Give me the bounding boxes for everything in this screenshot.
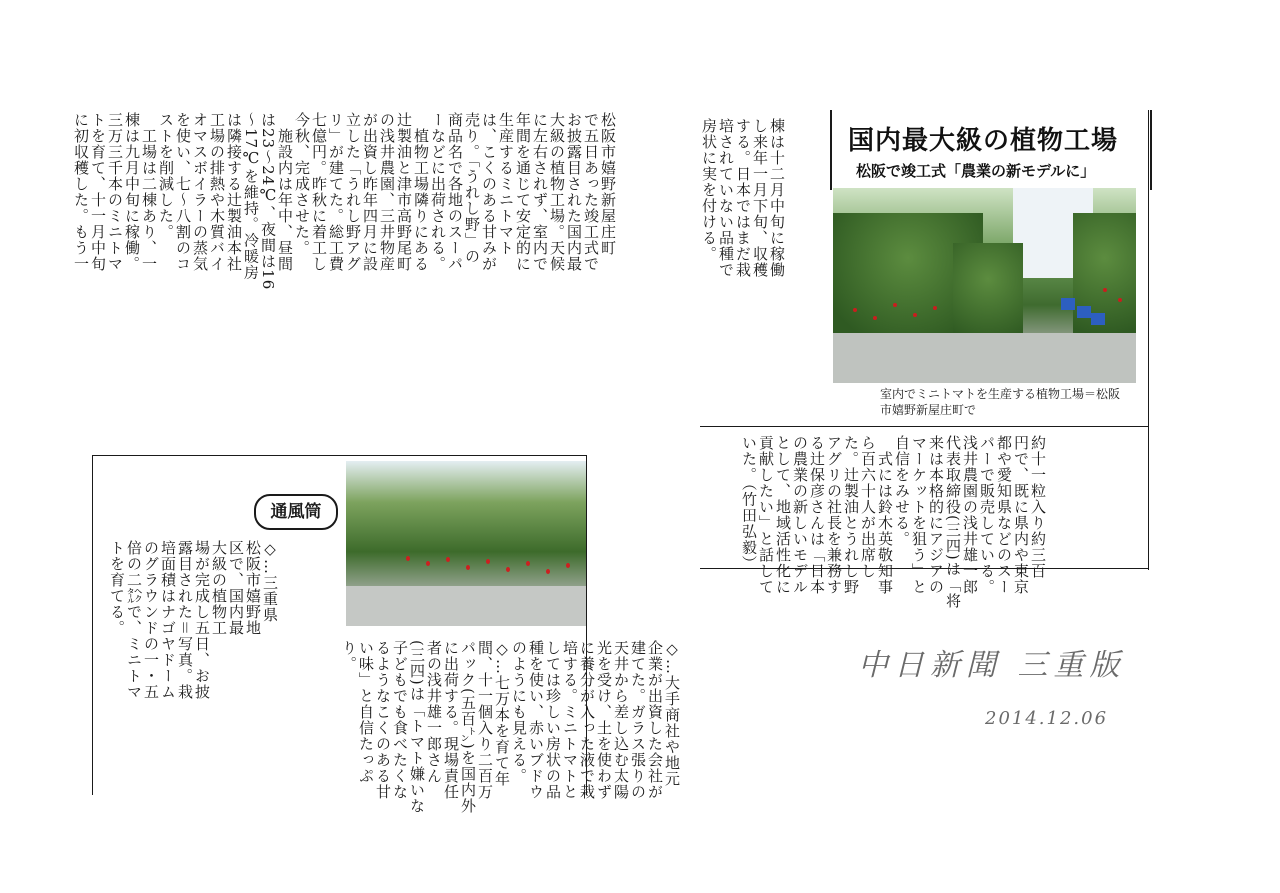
photo-caption: 室内でミニトマトを生産する植物工場＝松阪市嬉野新屋庄町で [880,387,1121,417]
divider [92,455,93,795]
greenhouse-floor [833,333,1136,383]
tomato [486,559,490,564]
tomato [873,316,877,320]
column-body-right: ◇…大手商社や地元 企業が出資した会社が 建てた。ガラス張りの 天井から差し込む太陽 光を受け、土を使わず に養分が入った液で栽 培する。ミニトマトと しては珍しい房状の品 種を使い、赤いブドウ のようにも見える。 ◇…七万本を育て年 間、十一個入り二百万 パック(五百㌧)を国内外 に出荷する。現場責任 者の浅井雄一郎さん (三四)は「トマト嫌いな 子どもでも食べたくな るようなこくのある甘 い味」と自信たっぷ り。 [340,640,681,814]
article-headline: 国内最大級の植物工場 [848,126,1119,156]
tomato [913,313,917,317]
column-body-left: ◇…三重県 松阪市嬉野地 区で、国内最 大級の植物工 場が完成し五日、お披 露目された＝写真。栽 培面積はナゴヤドーム のグラウンドの一・五 倍の二㌶で、ミニトマ トを育てる。 [108,540,279,701]
crate [1077,306,1091,318]
tomato [426,561,430,566]
divider [700,426,1148,427]
divider [92,455,586,456]
tomato [406,556,410,561]
tomato [933,306,937,310]
factory-photo [833,188,1136,383]
tomato [1118,298,1122,302]
column-title-badge: 通風筒 [254,494,338,530]
tomato [466,565,470,570]
article-body-main: 松阪市嬉野新屋庄町 で五日あった竣工式で お披露目された国内最 大級の植物工場。天候 に左右されず、室内で 年間を通じて安定的に 生産するミニトマト は、こくのある甘みが 売り。「うれし野」の 商品名で各地のスーパ ーなどに出荷される。 植物工場隣りにある 辻製油と津市高野尾町 の浅井農園、三井物産 が出資し昨年四月に設 立した「うれし野アグ リ」が建てた。総工費 七億円。昨秋に着工し 今秋、完成させた。 施設内は年中、昼間 は23～24℃、夜間は16 ～17℃を維持。冷暖房 は隣接する辻製油本社 工場の排熱や木質バイ オマスボイラーの蒸気 を使い、七～八割のコ ストを削減した。 工場は二棟あり、一 棟は九月中旬に稼働。 三万三千本のミニトマ トを育て、十一月中旬 に初収穫した。もう一 [72,112,617,291]
handwritten-date: 2014.12.06 [985,708,1109,729]
tomato [546,569,550,574]
divider [700,568,1148,569]
tomato [526,561,530,566]
tomato [1103,288,1107,292]
article-body-right-upper: 棟は十二月中旬に稼働 し来年一月下旬、収穫 する。日本ではまだ栽 培されていない品種で 房状に実を付ける。 [700,118,786,278]
crate [1091,313,1105,325]
tomato [506,567,510,572]
tomato [853,308,857,312]
tomato [893,303,897,307]
tomato [446,557,450,562]
article-body-right-lower: 約十一粒入り約三百 円で、既に県内や東京 都や愛知県などのスー パーで販売している。 浅井農園の浅井雄一郎 代表取締役(三四)は「将 来は本格的にアジアの マーケットを狙う」と 自信をみせる。 式には鈴木英敬知事 ら百六十人が出席し た。辻製油とうれし野 アグリの社長を兼務す る辻保彦さんは「日本 の農業の新しいモデル として、地域活性化に 貢献したい」と話して いた。（竹田弘毅） [740,435,1047,609]
greenhouse-floor [346,586,586,626]
handwritten-source: 中日新聞 三重版 [858,648,1126,683]
headline-box [830,110,1152,190]
column-photo [346,461,586,626]
crate [1061,298,1075,310]
tomato [566,563,570,568]
article-subhead: 松阪で竣工式「農業の新モデルに」 [856,162,1096,180]
divider [1148,110,1149,570]
